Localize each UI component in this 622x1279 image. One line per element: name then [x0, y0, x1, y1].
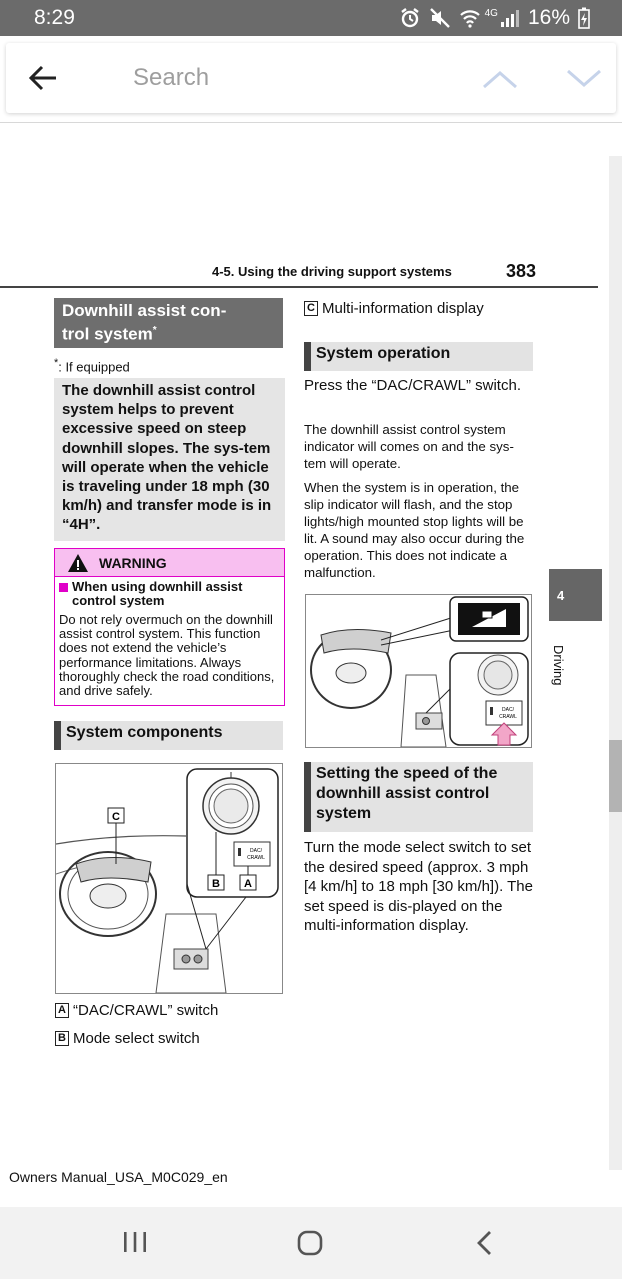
status-icons — [399, 5, 590, 31]
header-rule — [0, 286, 598, 288]
status-time: 8:29 — [34, 6, 75, 29]
operation-illustration — [306, 595, 531, 747]
alarm-icon — [399, 7, 421, 29]
legend-b: B Mode select switch — [55, 1030, 200, 1047]
title-line-1: Downhill assist con- — [62, 301, 227, 320]
speed-instruction: Turn the mode select switch to set the desired speed (approx. 3 mph [4 km/h] to 18 mph [30 km/h]). The set speed is dis-played on the multi-information display. — [304, 839, 533, 934]
speed-heading: Setting the speed of the downhill assist control system — [304, 762, 533, 832]
battery-percent: 16% — [527, 6, 570, 29]
dashboard-illustration — [56, 764, 282, 993]
chapter-label: Driving — [551, 645, 566, 686]
legend-c: C Multi-information display — [304, 300, 484, 317]
chapter-tab: 4 — [549, 569, 602, 621]
footnote-mark: * — [54, 357, 59, 369]
operation-figure — [305, 594, 532, 748]
chevron-up-icon[interactable] — [480, 65, 520, 93]
warning-header — [55, 549, 284, 577]
home-icon[interactable] — [296, 1229, 324, 1257]
warning-box — [54, 548, 285, 706]
battery-charging-icon — [578, 7, 590, 29]
recent-apps-icon[interactable] — [122, 1231, 148, 1253]
footnote: *: If equipped — [54, 357, 130, 375]
figure-switch-text-1: DAC/ — [250, 848, 262, 854]
components-figure — [55, 763, 283, 994]
legend-a-key: A — [55, 1003, 69, 1018]
components-heading: System components — [54, 721, 283, 750]
operation-text: When the system is in operation, the slip indicator will flash, and the stop lights/high mounted stop lights will be lit. A sound may also occur during the operation. This does not indicate a malfunction. — [304, 480, 525, 580]
intro-text: The downhill assist control system helps to prevent excessive speed on steep downhill slopes. The sys-tem will operate when the vehicle is traveling under 18 mph (30 km/h) and transfer mode is in “4H”. — [54, 378, 285, 541]
wifi-icon — [459, 7, 481, 29]
figure-label-a: A — [244, 878, 252, 890]
page-section-header: 4-5. Using the driving support systems — [212, 264, 452, 279]
figure-switch-text-4: CRAWL — [499, 714, 517, 720]
back-icon[interactable] — [474, 1229, 494, 1257]
bullet-square-icon — [59, 583, 68, 592]
figure-label-c: C — [112, 811, 120, 823]
search-input[interactable] — [133, 61, 433, 95]
legend-c-key: C — [304, 301, 318, 316]
mute-icon — [429, 7, 451, 29]
search-bar — [6, 43, 616, 113]
title-line-2: trol system* — [62, 324, 157, 344]
operation-heading: System operation — [304, 342, 533, 371]
warning-subtitle: When using downhill assist control system — [59, 580, 280, 608]
legend-b-key: B — [55, 1031, 69, 1046]
warning-title: WARNING — [99, 554, 167, 571]
manual-footer: Owners Manual_USA_M0C029_en — [9, 1169, 228, 1185]
scrollbar-track[interactable] — [609, 156, 622, 1170]
section-title — [54, 298, 283, 348]
figure-switch-text-3: DAC/ — [502, 707, 514, 713]
page-number: 383 — [506, 261, 537, 281]
scrollbar-thumb[interactable] — [609, 740, 622, 812]
warning-triangle-icon — [67, 553, 89, 573]
network-type: 4G — [484, 7, 498, 19]
chevron-down-icon[interactable] — [564, 65, 604, 93]
press-instruction: Press the “DAC/CRAWL” switch. — [304, 377, 521, 394]
warning-body: Do not rely overmuch on the downhill assist control system. This function does not extend the vehicle’s performance limitations. Always thoroughly check the road conditions, and drive safely. — [59, 612, 275, 699]
legend-a: A “DAC/CRAWL” switch — [55, 1002, 218, 1019]
status-bar — [0, 0, 622, 36]
system-nav-bar — [0, 1207, 622, 1279]
divider — [0, 122, 622, 123]
figure-label-b: B — [212, 878, 220, 890]
signal-icon — [500, 8, 520, 28]
back-arrow-icon[interactable] — [26, 61, 60, 95]
figure-switch-text-2: CRAWL — [247, 855, 265, 861]
indicator-text: The downhill assist control system indicator will comes on and the sys-tem will operate. — [304, 422, 514, 471]
title-footnote-mark: * — [152, 325, 157, 336]
